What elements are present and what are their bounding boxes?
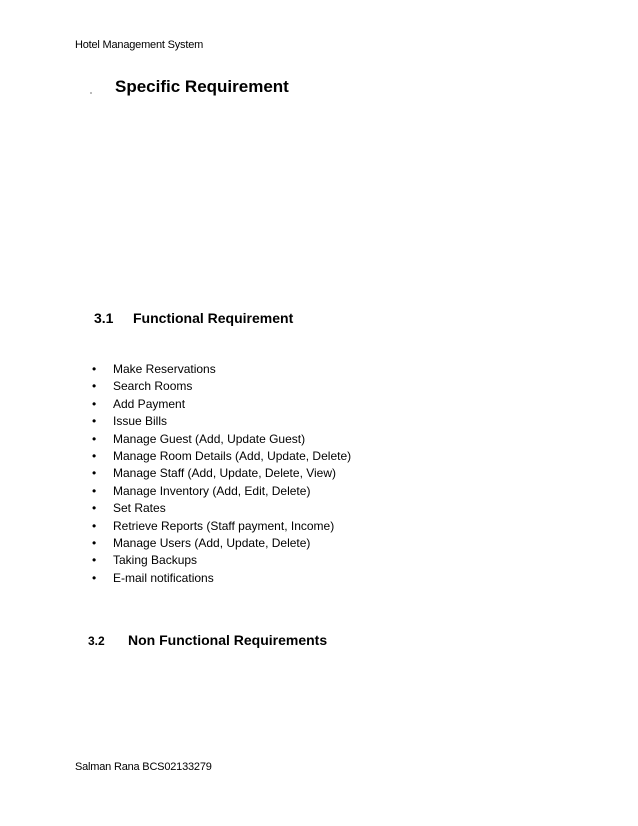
non-functional-requirements-number: 3.2 — [88, 634, 105, 648]
list-item-label: Manage Staff (Add, Update, Delete, View) — [113, 466, 337, 481]
bullet-icon: • — [92, 448, 97, 463]
list-item-label: Search Rooms — [113, 379, 193, 394]
list-item-label: Manage Guest (Add, Update Guest) — [113, 431, 306, 446]
section-marker-dot — [90, 92, 92, 94]
list-item-label: Make Reservations — [113, 362, 216, 376]
list-item-label: Set Rates — [113, 501, 166, 516]
bullet-icon: • — [92, 466, 97, 481]
bullet-icon: • — [92, 431, 97, 446]
bullet-icon: • — [92, 396, 97, 411]
functional-requirement-number: 3.1 — [94, 310, 114, 326]
list-item-label: Retrieve Reports (Staff payment, Income) — [113, 518, 335, 533]
bullet-icon: • — [92, 414, 97, 429]
list-item-label: Issue Bills — [113, 414, 168, 429]
page-header: Hotel Management System — [75, 39, 204, 51]
bullet-icon: • — [92, 535, 97, 550]
bullet-icon: • — [92, 483, 97, 498]
bullet-icon: • — [92, 362, 97, 376]
bullet-icon: • — [92, 379, 97, 394]
functional-requirement-title: Functional Requirement — [133, 310, 294, 326]
list-item-label: E-mail notifications — [113, 570, 214, 585]
list-item-label: Add Payment — [113, 396, 186, 411]
section-title: Specific Requirement — [115, 77, 289, 96]
bullet-icon: • — [92, 518, 97, 533]
bullet-icon: • — [92, 501, 97, 516]
list-item-label: Manage Inventory (Add, Edit, Delete) — [113, 483, 311, 498]
non-functional-requirements-title: Non Functional Requirements — [128, 632, 328, 648]
list-item-label: Manage Room Details (Add, Update, Delete) — [113, 448, 352, 463]
list-item-label: Manage Users (Add, Update, Delete) — [113, 535, 311, 550]
list-item-label: Taking Backups — [113, 553, 198, 568]
bullet-icon: • — [92, 570, 97, 585]
bullet-icon: • — [92, 553, 97, 568]
page-footer: Salman Rana BCS02133279 — [75, 761, 212, 773]
